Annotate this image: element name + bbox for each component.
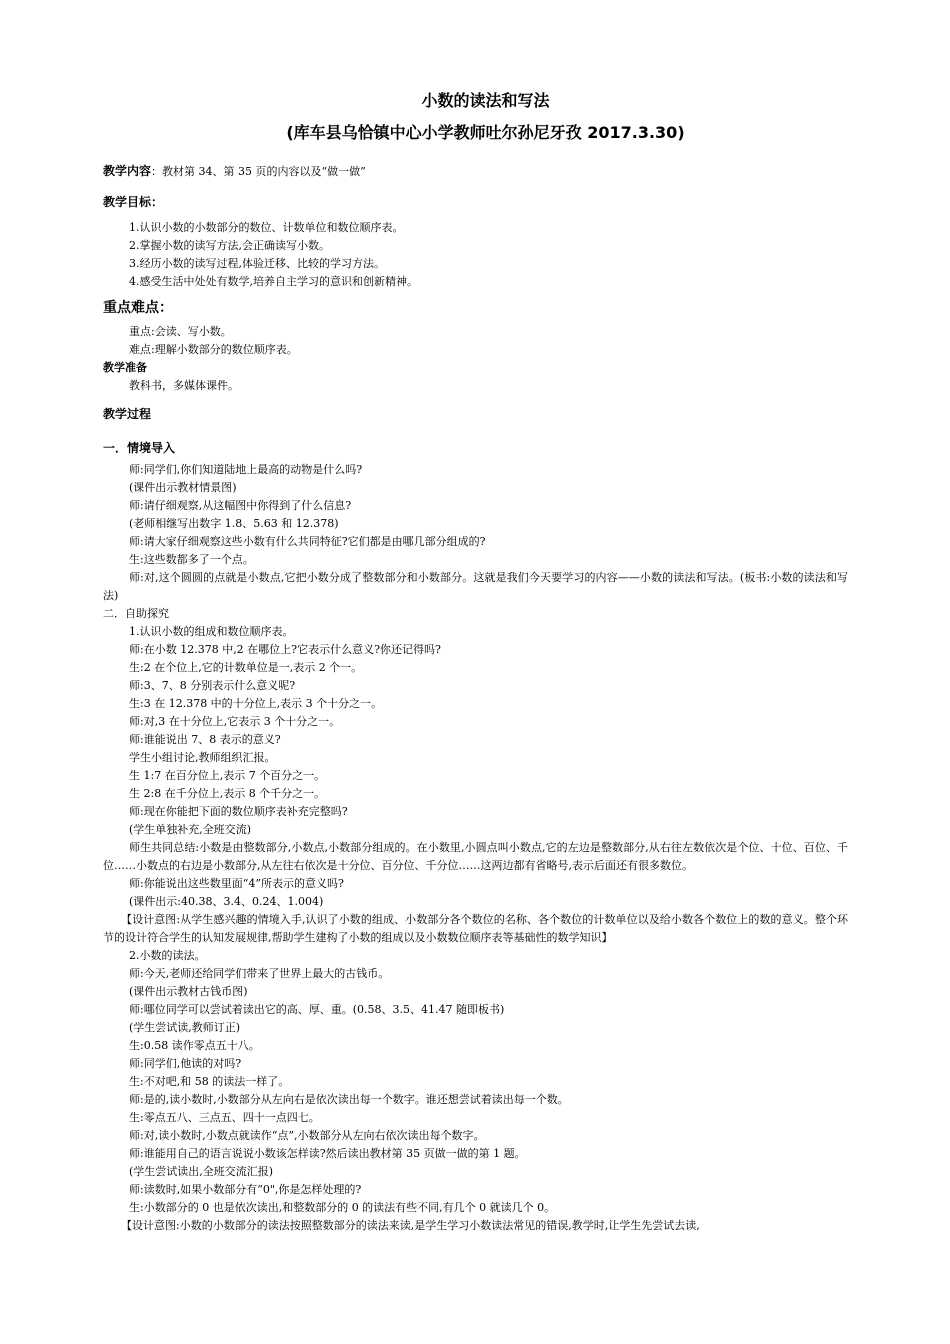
key-heading: 重点难点： <box>103 300 173 316</box>
content-label: 教学内容 <box>103 164 152 178</box>
dialogue-line: 生:2 在个位上,它的计数单位是一,表示 2 个一。 <box>129 661 363 674</box>
section2-body <box>103 623 848 1235</box>
goal-item: 3.经历小数的读写过程,体验迁移、比较的学习方法。 <box>129 257 385 270</box>
design-note: 【设计意图:从学生感兴趣的情境入手,认识了小数的组成、小数部分各个数位的名称、各个数位的计数单位以及给小数各个数位上的数的意义。整个环节的设计符合学生的认知发展规律,帮助学生建构了小数的组成以及小数数位顺序表等基础性的数学知识】 <box>103 913 848 944</box>
dialogue-line: 师:谁能用自己的语言说说小数该怎样读?然后读出教材第 35 页做一做的第 1 题。 <box>129 1147 526 1160</box>
key-point: 重点:会读、写小数。 <box>129 325 232 338</box>
dialogue-line: 学生小组讨论,教师组织汇报。 <box>129 751 276 764</box>
dialogue-line: 师:请仔细观察,从这幅图中你得到了什么信息? <box>129 499 352 512</box>
goal-item: 2.掌握小数的读写方法,会正确读写小数。 <box>129 239 330 252</box>
dialogue-line: 1.认识小数的组成和数位顺序表。 <box>129 625 294 638</box>
dialogue-line: (课件出示:40.38、3.4、0.24、1.004) <box>129 895 324 908</box>
goals-list <box>103 219 848 291</box>
content-line <box>103 162 848 181</box>
key-points <box>103 323 848 359</box>
dialogue-line: 师:同学们,他读的对吗? <box>129 1057 242 1070</box>
prep-text: 教科书，多媒体课件。 <box>129 379 239 392</box>
dialogue-line: 生:零点五八、三点五、四十一点四七。 <box>129 1111 320 1124</box>
document-title: 小数的读法和写法 <box>421 91 550 110</box>
dialogue-line: 生:这些数都多了一个点。 <box>129 553 254 566</box>
dialogue-line: 师:同学们,你们知道陆地上最高的动物是什么吗? <box>129 463 363 476</box>
key-point: 难点:理解小数部分的数位顺序表。 <box>129 343 298 356</box>
dialogue-line: 师:今天,老师还给同学们带来了世界上最大的古钱币。 <box>129 967 390 980</box>
dialogue-line: 师:谁能说出 7、8 表示的意义? <box>129 733 281 746</box>
dialogue-line: 师:哪位同学可以尝试着读出它的高、厚、重。(0.58、3.5、41.47 随即板书) <box>129 1003 505 1016</box>
goal-item: 4.感受生活中处处有数学,培养自主学习的意识和创新精神。 <box>129 275 418 288</box>
design-note: 【设计意图:小数的小数部分的读法按照整数部分的读法来读,是学生学习小数读法常见的错误,教学时,让学生先尝试去读, <box>121 1219 700 1232</box>
process-heading: 教学过程 <box>103 407 152 421</box>
dialogue-line: 生 2:8 在千分位上,表示 8 个千分之一。 <box>129 787 326 800</box>
content-text: ：教材第 34、第 35 页的内容以及“做一做” <box>151 165 366 178</box>
dialogue-line: 生:3 在 12.378 中的十分位上,表示 3 个十分之一。 <box>129 697 383 710</box>
dialogue-line: 师:对,读小数时,小数点就读作“点”,小数部分从左向右依次读出每个数字。 <box>129 1129 485 1142</box>
dialogue-line: 生:小数部分的 0 也是依次读出,和整数部分的 0 的读法有些不同,有几个 0 就读几个 0。 <box>129 1201 556 1214</box>
dialogue-line: (课件出示教材古钱币图) <box>129 985 248 998</box>
section1-heading: 一．情境导入 <box>103 441 176 455</box>
dialogue-line: (学生单独补充,全班交流) <box>129 823 252 836</box>
dialogue-line: 师:3、7、8 分别表示什么意义呢? <box>129 679 296 692</box>
dialogue-line: 生:不对吧,和 58 的读法一样了。 <box>129 1075 290 1088</box>
document-page <box>103 90 848 1235</box>
dialogue-paragraph: 师:对,这个圆圆的点就是小数点,它把小数分成了整数部分和小数部分。这就是我们今天要学习的内容——小数的读法和写法。(板书:小数的读法和写法) <box>103 571 848 602</box>
dialogue-line: 师:对,3 在十分位上,它表示 3 个十分之一。 <box>129 715 341 728</box>
dialogue-line: 师:读数时,如果小数部分有“0",你是怎样处理的? <box>129 1183 362 1196</box>
section2-heading: 二．自助探究 <box>103 607 169 620</box>
dialogue-line: 2.小数的读法。 <box>129 949 206 962</box>
dialogue-line: (学生尝试读出,全班交流汇报) <box>129 1165 274 1178</box>
dialogue-line: 师:请大家仔细观察这些小数有什么共同特征?它们都是由哪几部分组成的? <box>129 535 486 548</box>
prep-heading: 教学准备 <box>103 361 147 374</box>
summary-paragraph: 师生共同总结:小数是由整数部分,小数点,小数部分组成的。在小数里,小圆点叫小数点,它的左边是整数部分,从右往左数依次是个位、十位、百位、千位……小数点的右边是小数部分,从左往右依次是十分位、百分位、千分位……这两边都有省略号,表示后面还有很多数位。 <box>103 841 848 872</box>
goal-item: 1.认识小数的小数部分的数位、计数单位和数位顺序表。 <box>129 221 404 234</box>
document-subtitle: (库车县乌恰镇中心小学教师吐尔孙尼牙孜 2017.3.30) <box>286 123 685 142</box>
dialogue-line: 生 1:7 在百分位上,表示 7 个百分之一。 <box>129 769 326 782</box>
dialogue-line: (课件出示教材情景图) <box>129 481 237 494</box>
goals-heading: 教学目标： <box>103 195 164 209</box>
dialogue-line: 师:在小数 12.378 中,2 在哪位上?它表示什么意义?你还记得吗? <box>129 643 441 656</box>
dialogue-line: (学生尝试读,教师订正) <box>129 1021 241 1034</box>
dialogue-line: 师:是的,读小数时,小数部分从左向右是依次读出每一个数字。谁还想尝试着读出每一个数。 <box>129 1093 569 1106</box>
dialogue-line: (老师相继写出数字 1.8、5.63 和 12.378) <box>129 517 339 530</box>
dialogue-line: 师:现在你能把下面的数位顺序表补充完整吗? <box>129 805 348 818</box>
dialogue-line: 生:0.58 读作零点五十八。 <box>129 1039 260 1052</box>
section1-body <box>103 461 848 605</box>
dialogue-line: 师:你能说出这些数里面“4”所表示的意义吗? <box>129 877 344 890</box>
